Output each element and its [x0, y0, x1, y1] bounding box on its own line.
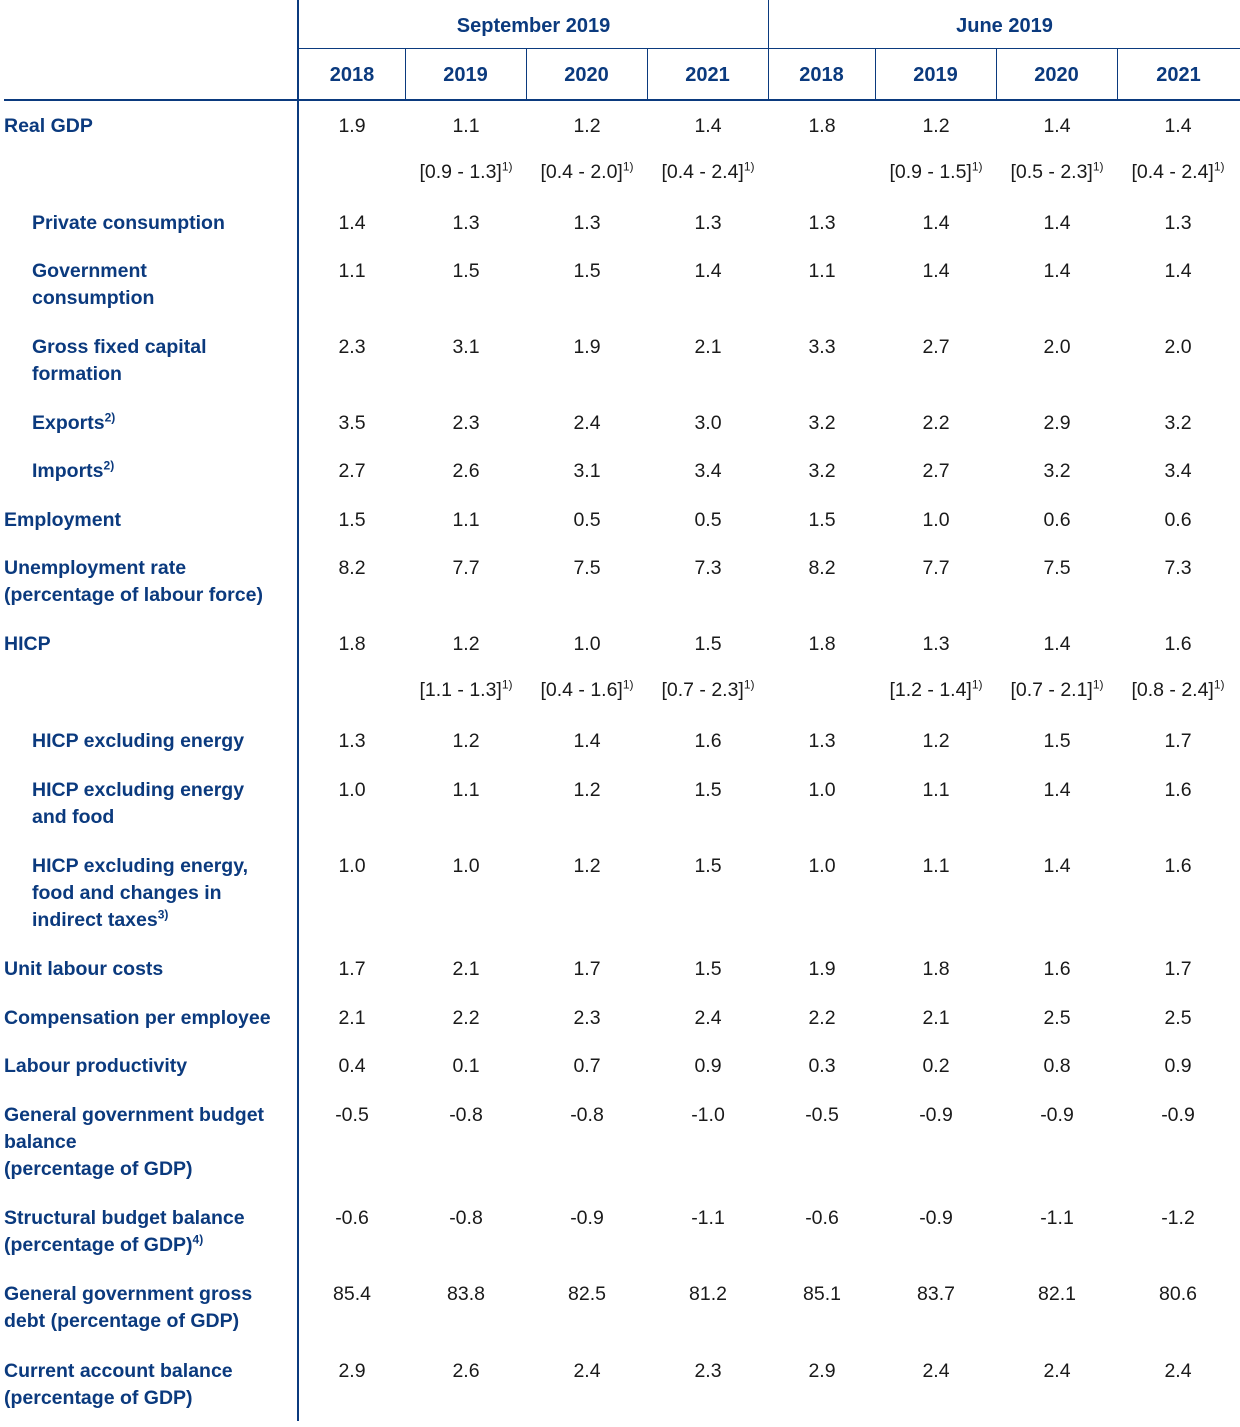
value-cell: 2.3: [452, 412, 480, 434]
row-label: [32, 210, 292, 237]
value-cell: 2.6: [452, 460, 480, 482]
value-cell: 1.4: [922, 260, 950, 282]
value-cell: 8.2: [338, 557, 366, 579]
value-cell: 0.6: [1043, 509, 1071, 531]
value-cell: 1.2: [573, 779, 601, 801]
value-cell: 3.1: [452, 336, 480, 358]
value-cell: 1.3: [452, 212, 480, 234]
row-label-line: Unit labour costs: [4, 958, 164, 980]
row-label-line: Labour productivity: [4, 1055, 188, 1077]
row-label: [4, 1205, 296, 1259]
range-cell: [1118, 159, 1238, 186]
value-cell: 1.4: [694, 260, 722, 282]
value-cell: 82.5: [568, 1283, 606, 1305]
year-header: 2021: [685, 64, 730, 86]
value-cell: -0.9: [1161, 1104, 1195, 1126]
value-cell: 1.4: [1043, 633, 1071, 655]
value-cell: 80.6: [1159, 1283, 1197, 1305]
value-cell: 8.2: [808, 557, 836, 579]
value-cell: 0.8: [1043, 1055, 1071, 1077]
value-cell: 0.7: [573, 1055, 601, 1077]
row-label-line: HICP excluding energy: [32, 730, 245, 752]
footnote-marker: 1): [1213, 677, 1225, 692]
value-cell: 2.7: [338, 460, 366, 482]
value-cell: 1.2: [573, 855, 601, 877]
value-cell: 1.3: [338, 730, 366, 752]
value-cell: 83.7: [917, 1283, 955, 1305]
value-cell: 1.2: [452, 730, 480, 752]
value-cell: 1.1: [452, 779, 480, 801]
row-label-line: debt (percentage of GDP): [4, 1310, 240, 1332]
value-cell: 1.6: [694, 730, 722, 752]
value-cell: 1.4: [1043, 855, 1071, 877]
range-value: [1.1 - 1.3]: [419, 679, 502, 701]
value-cell: 0.2: [922, 1055, 950, 1077]
value-cell: 3.4: [1164, 460, 1192, 482]
range-cell: [406, 677, 526, 704]
row-label-line: Real GDP: [4, 115, 93, 137]
value-cell: 1.5: [338, 509, 366, 531]
range-value: [0.5 - 2.3]: [1010, 161, 1093, 183]
value-cell: 0.5: [573, 509, 601, 531]
value-cell: 1.1: [452, 115, 480, 137]
year-header: 2020: [564, 64, 609, 86]
value-cell: 2.1: [922, 1007, 950, 1029]
value-cell: 2.3: [338, 336, 366, 358]
footnote-marker: 1): [1092, 159, 1104, 174]
value-cell: 1.6: [1164, 855, 1192, 877]
footnote-marker: 1): [1092, 677, 1104, 692]
header-bottom-rule: [4, 99, 1240, 101]
value-cell: 1.5: [808, 509, 836, 531]
label-column-divider: [297, 0, 299, 1421]
value-cell: -1.1: [691, 1207, 725, 1229]
row-label-line: Employment: [4, 509, 122, 531]
range-cell: [648, 159, 768, 186]
value-cell: 1.7: [573, 958, 601, 980]
row-label-line: (percentage of GDP): [4, 1387, 193, 1409]
value-cell: 1.2: [922, 115, 950, 137]
row-label: [4, 1005, 296, 1032]
row-label-line: indirect taxes: [32, 909, 158, 931]
value-cell: 2.2: [922, 412, 950, 434]
value-cell: 1.5: [694, 779, 722, 801]
range-cell: [876, 159, 996, 186]
year-divider: [405, 49, 406, 100]
row-label-line: formation: [32, 363, 122, 385]
value-cell: 3.1: [573, 460, 601, 482]
row-label-line: HICP excluding energy: [32, 779, 245, 801]
value-cell: -1.0: [691, 1104, 725, 1126]
value-cell: 1.8: [922, 958, 950, 980]
value-cell: -1.2: [1161, 1207, 1195, 1229]
footnote-marker: 1): [622, 159, 634, 174]
value-cell: 1.4: [338, 212, 366, 234]
row-label-line: General government budget: [4, 1104, 265, 1126]
row-label-line: Compensation per employee: [4, 1007, 271, 1029]
value-cell: 2.9: [338, 1360, 366, 1382]
row-label: [32, 728, 292, 755]
range-cell: [648, 677, 768, 704]
row-label-line: and food: [32, 806, 115, 828]
year-header: 2019: [443, 64, 488, 86]
value-cell: 2.2: [452, 1007, 480, 1029]
value-cell: 1.6: [1164, 779, 1192, 801]
value-cell: 2.2: [808, 1007, 836, 1029]
footnote-marker: 1): [501, 677, 513, 692]
value-cell: 1.6: [1164, 633, 1192, 655]
value-cell: 1.7: [1164, 730, 1192, 752]
value-cell: 3.3: [808, 336, 836, 358]
year-header: 2021: [1156, 64, 1201, 86]
range-value: [0.4 - 2.0]: [540, 161, 623, 183]
row-label-line: Structural budget balance: [4, 1207, 245, 1229]
value-cell: -0.9: [919, 1207, 953, 1229]
footnote-marker: 1): [743, 677, 755, 692]
value-cell: 1.8: [808, 115, 836, 137]
row-label: [4, 555, 296, 609]
range-value: [1.2 - 1.4]: [889, 679, 972, 701]
value-cell: 0.6: [1164, 509, 1192, 531]
value-cell: 2.5: [1043, 1007, 1071, 1029]
value-cell: 1.0: [452, 855, 480, 877]
value-cell: 2.0: [1043, 336, 1071, 358]
footnote-marker: 1): [743, 159, 755, 174]
value-cell: 2.4: [1043, 1360, 1071, 1382]
footnote-marker: 1): [971, 159, 983, 174]
value-cell: 1.0: [338, 779, 366, 801]
value-cell: -0.9: [1040, 1104, 1074, 1126]
row-label: [32, 410, 292, 437]
row-label: [4, 113, 296, 140]
row-label-line: (percentage of GDP): [4, 1234, 193, 1256]
footnote-marker: 2): [103, 458, 115, 473]
value-cell: 1.5: [452, 260, 480, 282]
value-cell: 1.5: [694, 633, 722, 655]
footnote-marker: 3): [157, 907, 169, 922]
value-cell: 1.0: [338, 855, 366, 877]
row-label-line: Government: [32, 260, 147, 282]
value-cell: 3.0: [694, 412, 722, 434]
value-cell: 82.1: [1038, 1283, 1076, 1305]
value-cell: 1.4: [1043, 212, 1071, 234]
value-cell: -0.5: [805, 1104, 839, 1126]
value-cell: 2.4: [573, 1360, 601, 1382]
value-cell: 1.3: [808, 212, 836, 234]
value-cell: 0.4: [338, 1055, 366, 1077]
range-value: [0.9 - 1.5]: [889, 161, 972, 183]
value-cell: 2.9: [1043, 412, 1071, 434]
value-cell: 7.7: [452, 557, 480, 579]
row-label: [4, 1358, 296, 1412]
value-cell: 1.4: [1043, 779, 1071, 801]
value-cell: 0.1: [452, 1055, 480, 1077]
value-cell: 1.1: [922, 855, 950, 877]
value-cell: 1.5: [694, 958, 722, 980]
value-cell: 2.5: [1164, 1007, 1192, 1029]
range-cell: [527, 159, 647, 186]
value-cell: 1.1: [922, 779, 950, 801]
row-label: [32, 853, 292, 934]
year-divider: [526, 49, 527, 100]
value-cell: 85.4: [333, 1283, 371, 1305]
year-header: 2020: [1034, 64, 1079, 86]
row-label-line: food and changes in: [32, 882, 222, 904]
year-divider: [1117, 49, 1118, 100]
value-cell: 1.0: [808, 855, 836, 877]
value-cell: 85.1: [803, 1283, 841, 1305]
row-label: [4, 631, 296, 658]
year-header: 2019: [913, 64, 958, 86]
value-cell: 1.9: [808, 958, 836, 980]
value-cell: 2.9: [808, 1360, 836, 1382]
value-cell: 1.7: [1164, 958, 1192, 980]
row-label: [4, 1281, 296, 1335]
range-value: [0.9 - 1.3]: [419, 161, 502, 183]
row-label-line: (percentage of labour force): [4, 584, 263, 606]
value-cell: 1.0: [573, 633, 601, 655]
value-cell: 1.4: [573, 730, 601, 752]
row-label: [32, 777, 292, 831]
row-label-line: Gross fixed capital: [32, 336, 207, 358]
value-cell: 3.4: [694, 460, 722, 482]
value-cell: -0.5: [335, 1104, 369, 1126]
value-cell: 2.4: [922, 1360, 950, 1382]
value-cell: 0.9: [694, 1055, 722, 1077]
row-label: [4, 1053, 296, 1080]
row-label-line: (percentage of GDP): [4, 1158, 193, 1180]
row-label: [4, 507, 296, 534]
value-cell: 1.4: [1164, 260, 1192, 282]
row-label: [32, 334, 292, 388]
range-cell: [406, 159, 526, 186]
value-cell: 1.3: [808, 730, 836, 752]
value-cell: 3.2: [1043, 460, 1071, 482]
value-cell: 7.5: [1043, 557, 1071, 579]
value-cell: 1.5: [1043, 730, 1071, 752]
value-cell: 1.8: [808, 633, 836, 655]
value-cell: 2.4: [694, 1007, 722, 1029]
row-label-line: balance: [4, 1131, 77, 1153]
value-cell: 0.3: [808, 1055, 836, 1077]
value-cell: 1.1: [452, 509, 480, 531]
value-cell: 2.1: [452, 958, 480, 980]
value-cell: 2.4: [1164, 1360, 1192, 1382]
value-cell: -0.6: [805, 1207, 839, 1229]
value-cell: 1.3: [694, 212, 722, 234]
value-cell: -0.9: [919, 1104, 953, 1126]
value-cell: 1.9: [573, 336, 601, 358]
value-cell: 2.1: [694, 336, 722, 358]
value-cell: 1.4: [1043, 115, 1071, 137]
value-cell: 83.8: [447, 1283, 485, 1305]
row-label: [4, 1102, 296, 1183]
range-value: [0.4 - 1.6]: [540, 679, 623, 701]
value-cell: 1.2: [452, 633, 480, 655]
footnote-marker: 4): [192, 1232, 204, 1247]
value-cell: -0.8: [449, 1104, 483, 1126]
year-divider: [875, 49, 876, 100]
value-cell: 1.4: [694, 115, 722, 137]
row-label: [32, 458, 292, 485]
value-cell: 1.4: [1043, 260, 1071, 282]
year-header: 2018: [329, 64, 375, 86]
row-label-line: Private consumption: [32, 212, 225, 234]
value-cell: 1.0: [922, 509, 950, 531]
value-cell: 1.2: [573, 115, 601, 137]
value-cell: 1.8: [338, 633, 366, 655]
footnote-marker: 2): [104, 410, 116, 425]
range-cell: [876, 677, 996, 704]
group-header-september-2019: September 2019: [456, 15, 611, 37]
value-cell: -0.9: [570, 1207, 604, 1229]
range-value: [0.7 - 2.3]: [661, 679, 744, 701]
value-cell: 7.3: [1164, 557, 1192, 579]
value-cell: -0.8: [570, 1104, 604, 1126]
row-label-line: HICP: [4, 633, 51, 655]
range-cell: [1118, 677, 1238, 704]
range-cell: [997, 677, 1117, 704]
value-cell: 7.3: [694, 557, 722, 579]
value-cell: 0.5: [694, 509, 722, 531]
row-label-line: Exports: [32, 412, 105, 434]
value-cell: 1.5: [573, 260, 601, 282]
year-divider: [647, 49, 648, 100]
value-cell: 2.3: [573, 1007, 601, 1029]
range-value: [0.8 - 2.4]: [1131, 679, 1214, 701]
value-cell: 0.9: [1164, 1055, 1192, 1077]
value-cell: -0.8: [449, 1207, 483, 1229]
range-cell: [997, 159, 1117, 186]
value-cell: 1.0: [808, 779, 836, 801]
value-cell: 81.2: [689, 1283, 727, 1305]
year-header: 2018: [799, 64, 844, 86]
value-cell: 1.4: [1164, 115, 1192, 137]
value-cell: 1.3: [1164, 212, 1192, 234]
footnote-marker: 1): [1213, 159, 1225, 174]
year-divider: [996, 49, 997, 100]
value-cell: 2.1: [338, 1007, 366, 1029]
range-cell: [527, 677, 647, 704]
value-cell: 2.7: [922, 336, 950, 358]
value-cell: 1.3: [922, 633, 950, 655]
value-cell: 1.1: [338, 260, 366, 282]
footnote-marker: 1): [622, 677, 634, 692]
value-cell: 1.2: [922, 730, 950, 752]
value-cell: 1.6: [1043, 958, 1071, 980]
range-value: [0.4 - 2.4]: [1131, 161, 1214, 183]
row-label-line: consumption: [32, 287, 155, 309]
group-header-june-2019: June 2019: [956, 15, 1053, 37]
value-cell: 2.6: [452, 1360, 480, 1382]
value-cell: 1.9: [338, 115, 366, 137]
value-cell: 3.2: [1164, 412, 1192, 434]
row-label: [4, 956, 296, 983]
value-cell: 1.1: [808, 260, 836, 282]
row-label-line: HICP excluding energy,: [32, 855, 249, 877]
value-cell: 2.0: [1164, 336, 1192, 358]
value-cell: -1.1: [1040, 1207, 1074, 1229]
row-label-line: Imports: [32, 460, 104, 482]
row-label: [32, 258, 292, 312]
value-cell: 1.4: [922, 212, 950, 234]
row-label-line: Unemployment rate: [4, 557, 187, 579]
value-cell: 7.7: [922, 557, 950, 579]
value-cell: 2.7: [922, 460, 950, 482]
row-label-line: Current account balance: [4, 1360, 233, 1382]
range-value: [0.7 - 2.1]: [1010, 679, 1093, 701]
value-cell: 1.5: [694, 855, 722, 877]
footnote-marker: 1): [971, 677, 983, 692]
footnote-marker: 1): [501, 159, 513, 174]
value-cell: 2.3: [694, 1360, 722, 1382]
range-value: [0.4 - 2.4]: [661, 161, 744, 183]
value-cell: 3.5: [338, 412, 366, 434]
value-cell: 3.2: [808, 460, 836, 482]
value-cell: 7.5: [573, 557, 601, 579]
value-cell: -0.6: [335, 1207, 369, 1229]
value-cell: 2.4: [573, 412, 601, 434]
row-label-line: General government gross: [4, 1283, 253, 1305]
value-cell: 1.7: [338, 958, 366, 980]
value-cell: 3.2: [808, 412, 836, 434]
value-cell: 1.3: [573, 212, 601, 234]
